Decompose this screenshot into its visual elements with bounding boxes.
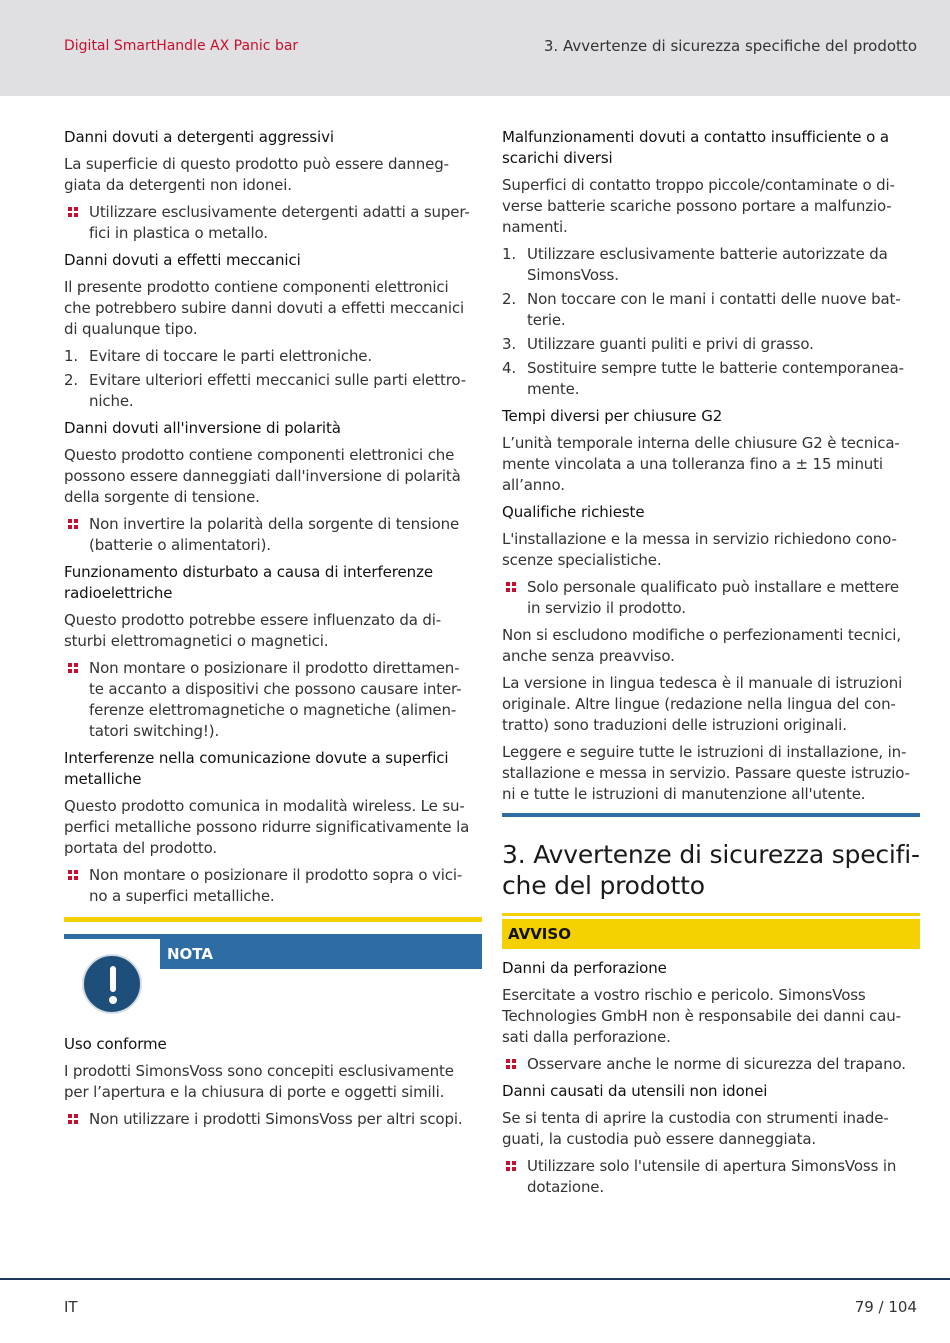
red-bullet-icon: [68, 519, 79, 530]
step-text: Utilizzare esclusivamente batterie autorizzate da SimonsVoss.: [527, 245, 888, 284]
section-heading: Danni da perforazione: [502, 959, 667, 977]
section-heading: Qualifiche richieste: [502, 503, 645, 521]
step-text: Evitare ulteriori effetti meccanici sulle parti elettro- niche.: [89, 371, 466, 410]
numbered-list: [64, 346, 482, 412]
bullet-item: Non invertire la polarità della sorgente di tensione (batterie o alimentatori).: [64, 514, 482, 556]
step-number: 2.: [64, 371, 79, 389]
step-number: 1.: [502, 245, 517, 263]
numbered-step: [502, 334, 920, 355]
paragraph: Questo prodotto comunica in modalità wireless. Le su- perfici metalliche possono ridurre significativamente la portata del prodotto.: [64, 797, 470, 857]
paragraph: La versione in lingua tedesca è il manuale di istruzioni originale. Altre lingue (redazione nella lingua del con- tratto) sono traduzioni delle istruzioni originali.: [502, 674, 903, 734]
paragraph: Questo prodotto potrebbe essere influenzato da di- sturbi elettromagnetici o magnetici.: [64, 611, 442, 650]
step-text: Evitare di toccare le parti elettroniche.: [89, 347, 373, 365]
bullet-item: Non utilizzare i prodotti SimonsVoss per altri scopi.: [64, 1109, 482, 1130]
product-name: Digital SmartHandle AX Panic bar: [64, 38, 299, 54]
paragraph: L'installazione e la messa in servizio richiedono cono- scenze specialistiche.: [502, 530, 897, 569]
page-number: 79 / 104: [854, 1298, 917, 1316]
numbered-step: [502, 358, 920, 400]
blue-divider: [502, 813, 920, 817]
section-heading: Tempi diversi per chiusure G2: [502, 407, 723, 425]
bullet-item: Utilizzare esclusivamente detergenti adatti a super- fici in plastica o metallo.: [64, 202, 482, 244]
paragraph: Leggere e seguire tutte le istruzioni di installazione, in- stallazione e messa in servizio. Passare queste istruzio- ni e tutte le istruzioni di manutenzione all'utente.: [502, 743, 910, 803]
yellow-divider: [64, 917, 482, 922]
section-heading: Danni dovuti a detergenti aggressivi: [64, 128, 334, 146]
red-bullet-icon: [506, 582, 517, 593]
paragraph: Questo prodotto contiene componenti elettronici che possono essere danneggiati dall'inversione di polarità della sorgente di tensione.: [64, 446, 461, 506]
nota-box: [64, 934, 482, 1034]
chapter-title: 3. Avvertenze di sicurezza specifiche del prodotto: [543, 37, 917, 55]
bullet-item: Utilizzare solo l'utensile di apertura SimonsVoss in dotazione.: [502, 1156, 920, 1198]
paragraph: La superficie di questo prodotto può essere danneg- giata da detergenti non idonei.: [64, 155, 449, 194]
footer-language: IT: [64, 1298, 78, 1316]
bullet-item: Solo personale qualificato può installare e mettere in servizio il prodotto.: [502, 577, 920, 619]
step-number: 4.: [502, 359, 517, 377]
step-text: Non toccare con le mani i contatti delle nuove bat- terie.: [527, 290, 901, 329]
nota-label: NOTA: [160, 939, 482, 969]
paragraph: Esercitate a vostro rischio e pericolo. SimonsVoss Technologies GmbH non è responsabile dei danni cau- sati dalla perforazione.: [502, 986, 901, 1046]
step-text: Utilizzare guanti puliti e privi di grasso.: [527, 335, 814, 353]
step-text: Sostituire sempre tutte le batterie contemporanea- mente.: [527, 359, 904, 398]
section-heading: Danni causati da utensili non idonei: [502, 1082, 768, 1100]
red-bullet-icon: [506, 1059, 517, 1070]
bullet-item: Non montare o posizionare il prodotto direttamen- te accanto a dispositivi che possono causare inter- ferenze elettromagnetiche o magnetiche (alimen- tatori switching!).: [64, 658, 482, 742]
bullet-item: Non montare o posizionare il prodotto sopra o vici- no a superfici metalliche.: [64, 865, 482, 907]
page-header: [0, 0, 950, 96]
numbered-step: [502, 289, 920, 331]
paragraph: Superfici di contatto troppo piccole/contaminate o di- verse batterie scariche possono portare a malfunzio- namenti.: [502, 176, 895, 236]
paragraph: I prodotti SimonsVoss sono concepiti esclusivamente per l’apertura e la chiusura di porte e oggetti simili.: [64, 1062, 454, 1101]
paragraph: Il presente prodotto contiene componenti elettronici che potrebbero subire danni dovuti a effetti meccanici di qualunque tipo.: [64, 278, 465, 338]
avviso-label: AVVISO: [502, 919, 920, 949]
red-bullet-icon: [68, 663, 79, 674]
red-bullet-icon: [506, 1161, 517, 1172]
section-title: 3. Avvertenze di sicurezza specifi- che del prodotto: [502, 840, 920, 900]
paragraph: L’unità temporale interna delle chiusure G2 è tecnica- mente vincolata a una tolleranza fino a ± 15 minuti all’anno.: [502, 434, 900, 494]
section-heading: Funzionamento disturbato a causa di interferenze radioelettriche: [64, 563, 433, 602]
left-column: [64, 127, 482, 1136]
footer-divider: [0, 1278, 950, 1280]
section-heading: Interferenze nella comunicazione dovute a superfici metalliche: [64, 749, 449, 788]
paragraph: Non si escludono modifiche o perfezionamenti tecnici, anche senza preavviso.: [502, 626, 901, 665]
step-number: 1.: [64, 347, 79, 365]
numbered-step: [64, 346, 482, 367]
red-bullet-icon: [68, 870, 79, 881]
right-column: [502, 127, 920, 1204]
section-heading: Malfunzionamenti dovuti a contatto insufficiente o a scarichi diversi: [502, 128, 889, 167]
numbered-step: [502, 244, 920, 286]
yellow-divider: [502, 913, 920, 916]
numbered-step: [64, 370, 482, 412]
paragraph: Se si tenta di aprire la custodia con strumenti inade- guati, la custodia può essere danneggiata.: [502, 1109, 889, 1148]
red-bullet-icon: [68, 207, 79, 218]
numbered-list: [502, 244, 920, 400]
section-heading: Danni dovuti a effetti meccanici: [64, 251, 301, 269]
bullet-item: Osservare anche le norme di sicurezza del trapano.: [502, 1054, 920, 1075]
exclamation-icon: [82, 954, 142, 1014]
red-bullet-icon: [68, 1114, 79, 1125]
step-number: 3.: [502, 335, 517, 353]
nota-heading: Uso conforme: [64, 1035, 167, 1053]
step-number: 2.: [502, 290, 517, 308]
section-heading: Danni dovuti all'inversione di polarità: [64, 419, 341, 437]
